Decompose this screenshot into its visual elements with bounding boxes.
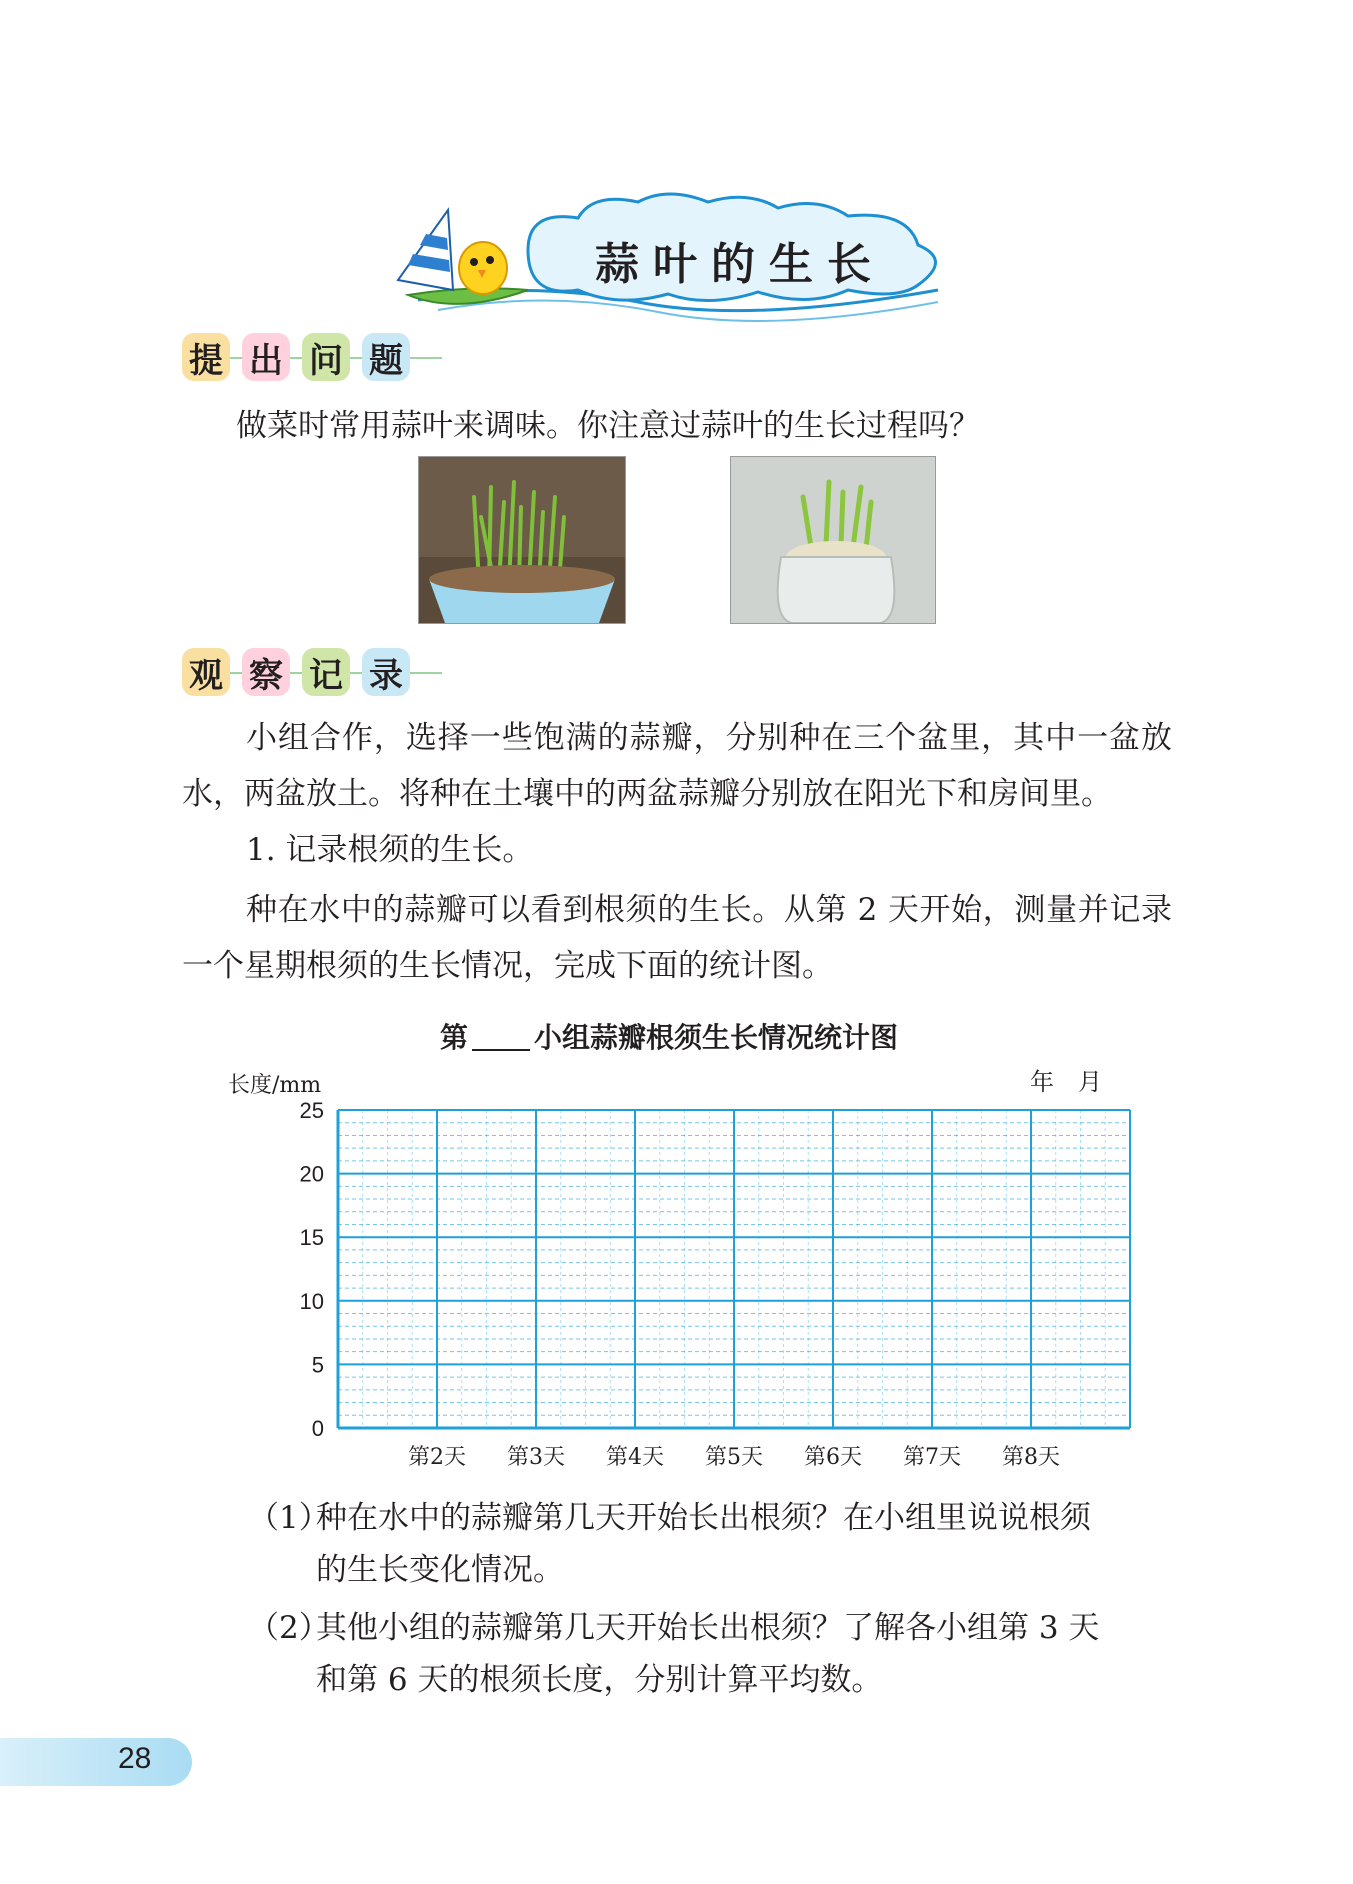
observe-paragraph: 小组合作，选择一些饱满的蒜瓣，分别种在三个盆里，其中一盆放水，两盆放土。将种在土壤中的两盆蒜瓣分别放在阳光下和房间里。 bbox=[182, 720, 1172, 812]
x-tick-label: 第8天 bbox=[1002, 1445, 1060, 1470]
y-tick-label: 10 bbox=[299, 1288, 324, 1314]
section-header-char: 观 bbox=[182, 648, 230, 696]
section-header-observe bbox=[182, 642, 442, 702]
y-tick-label: 25 bbox=[299, 1098, 324, 1123]
x-tick-label: 第5天 bbox=[705, 1445, 763, 1470]
intro-paragraph: 做菜时常用蒜叶来调味。你注意过蒜叶的生长过程吗？ bbox=[236, 408, 980, 444]
section-header-char: 出 bbox=[242, 333, 290, 381]
section-header-char: 察 bbox=[242, 648, 290, 696]
y-tick-label: 5 bbox=[311, 1352, 324, 1378]
x-tick-label: 第3天 bbox=[507, 1445, 565, 1470]
chick-icon bbox=[459, 242, 507, 294]
step1-paragraph: 种在水中的蒜瓣可以看到根须的生长。从第 2 天开始，测量并记录一个星期根须的生长情况，完成下面的统计图。 bbox=[182, 892, 1172, 984]
y-axis-label: 长度/mm bbox=[228, 1073, 322, 1098]
page-title: 蒜叶的生长 bbox=[595, 239, 885, 290]
question-2 bbox=[248, 1602, 1188, 1706]
root-growth-chart[interactable] bbox=[200, 1060, 1150, 1480]
section-header-char: 提 bbox=[182, 333, 230, 381]
question-text-cont: 的生长变化情况。 bbox=[316, 1552, 564, 1588]
date-label: 年 月 bbox=[1030, 1068, 1102, 1096]
sail-icon bbox=[398, 210, 453, 290]
group-number-blank[interactable] bbox=[472, 1049, 530, 1051]
question-text-cont: 和第 6 天的根须长度，分别计算平均数。 bbox=[316, 1662, 883, 1698]
y-tick-label: 20 bbox=[299, 1161, 324, 1187]
section-header-char: 录 bbox=[362, 648, 410, 696]
y-tick-label: 0 bbox=[311, 1416, 324, 1441]
x-tick-label: 第6天 bbox=[804, 1445, 862, 1470]
question-1 bbox=[248, 1492, 1188, 1596]
y-tick-label: 15 bbox=[299, 1225, 324, 1251]
question-number: （2） bbox=[248, 1610, 330, 1646]
garlic-in-water-photo bbox=[730, 456, 936, 624]
question-number: （1） bbox=[248, 1500, 330, 1536]
section-header-char: 问 bbox=[302, 333, 350, 381]
page-number-tab bbox=[0, 1738, 192, 1786]
page-number: 28 bbox=[118, 1742, 152, 1775]
chart-title-suffix: 小组蒜瓣根须生长情况统计图 bbox=[534, 1021, 899, 1054]
question-text: 其他小组的蒜瓣第几天开始长出根须？了解各小组第 3 天 bbox=[316, 1610, 1100, 1646]
section-header-char: 记 bbox=[302, 648, 350, 696]
chart-title-prefix: 第 bbox=[440, 1021, 469, 1054]
x-tick-label: 第2天 bbox=[408, 1445, 466, 1470]
x-tick-label: 第4天 bbox=[606, 1445, 664, 1470]
x-tick-label: 第7天 bbox=[903, 1445, 961, 1470]
garlic-in-soil-photo bbox=[418, 456, 626, 624]
section-header-char: 题 bbox=[362, 333, 410, 381]
chart-title bbox=[440, 1016, 898, 1056]
question-text: 种在水中的蒜瓣第几天开始长出根须？在小组里说说根须 bbox=[316, 1500, 1091, 1536]
step1-title: 1. 记录根须的生长。 bbox=[246, 832, 534, 868]
section-header-question bbox=[182, 327, 442, 387]
